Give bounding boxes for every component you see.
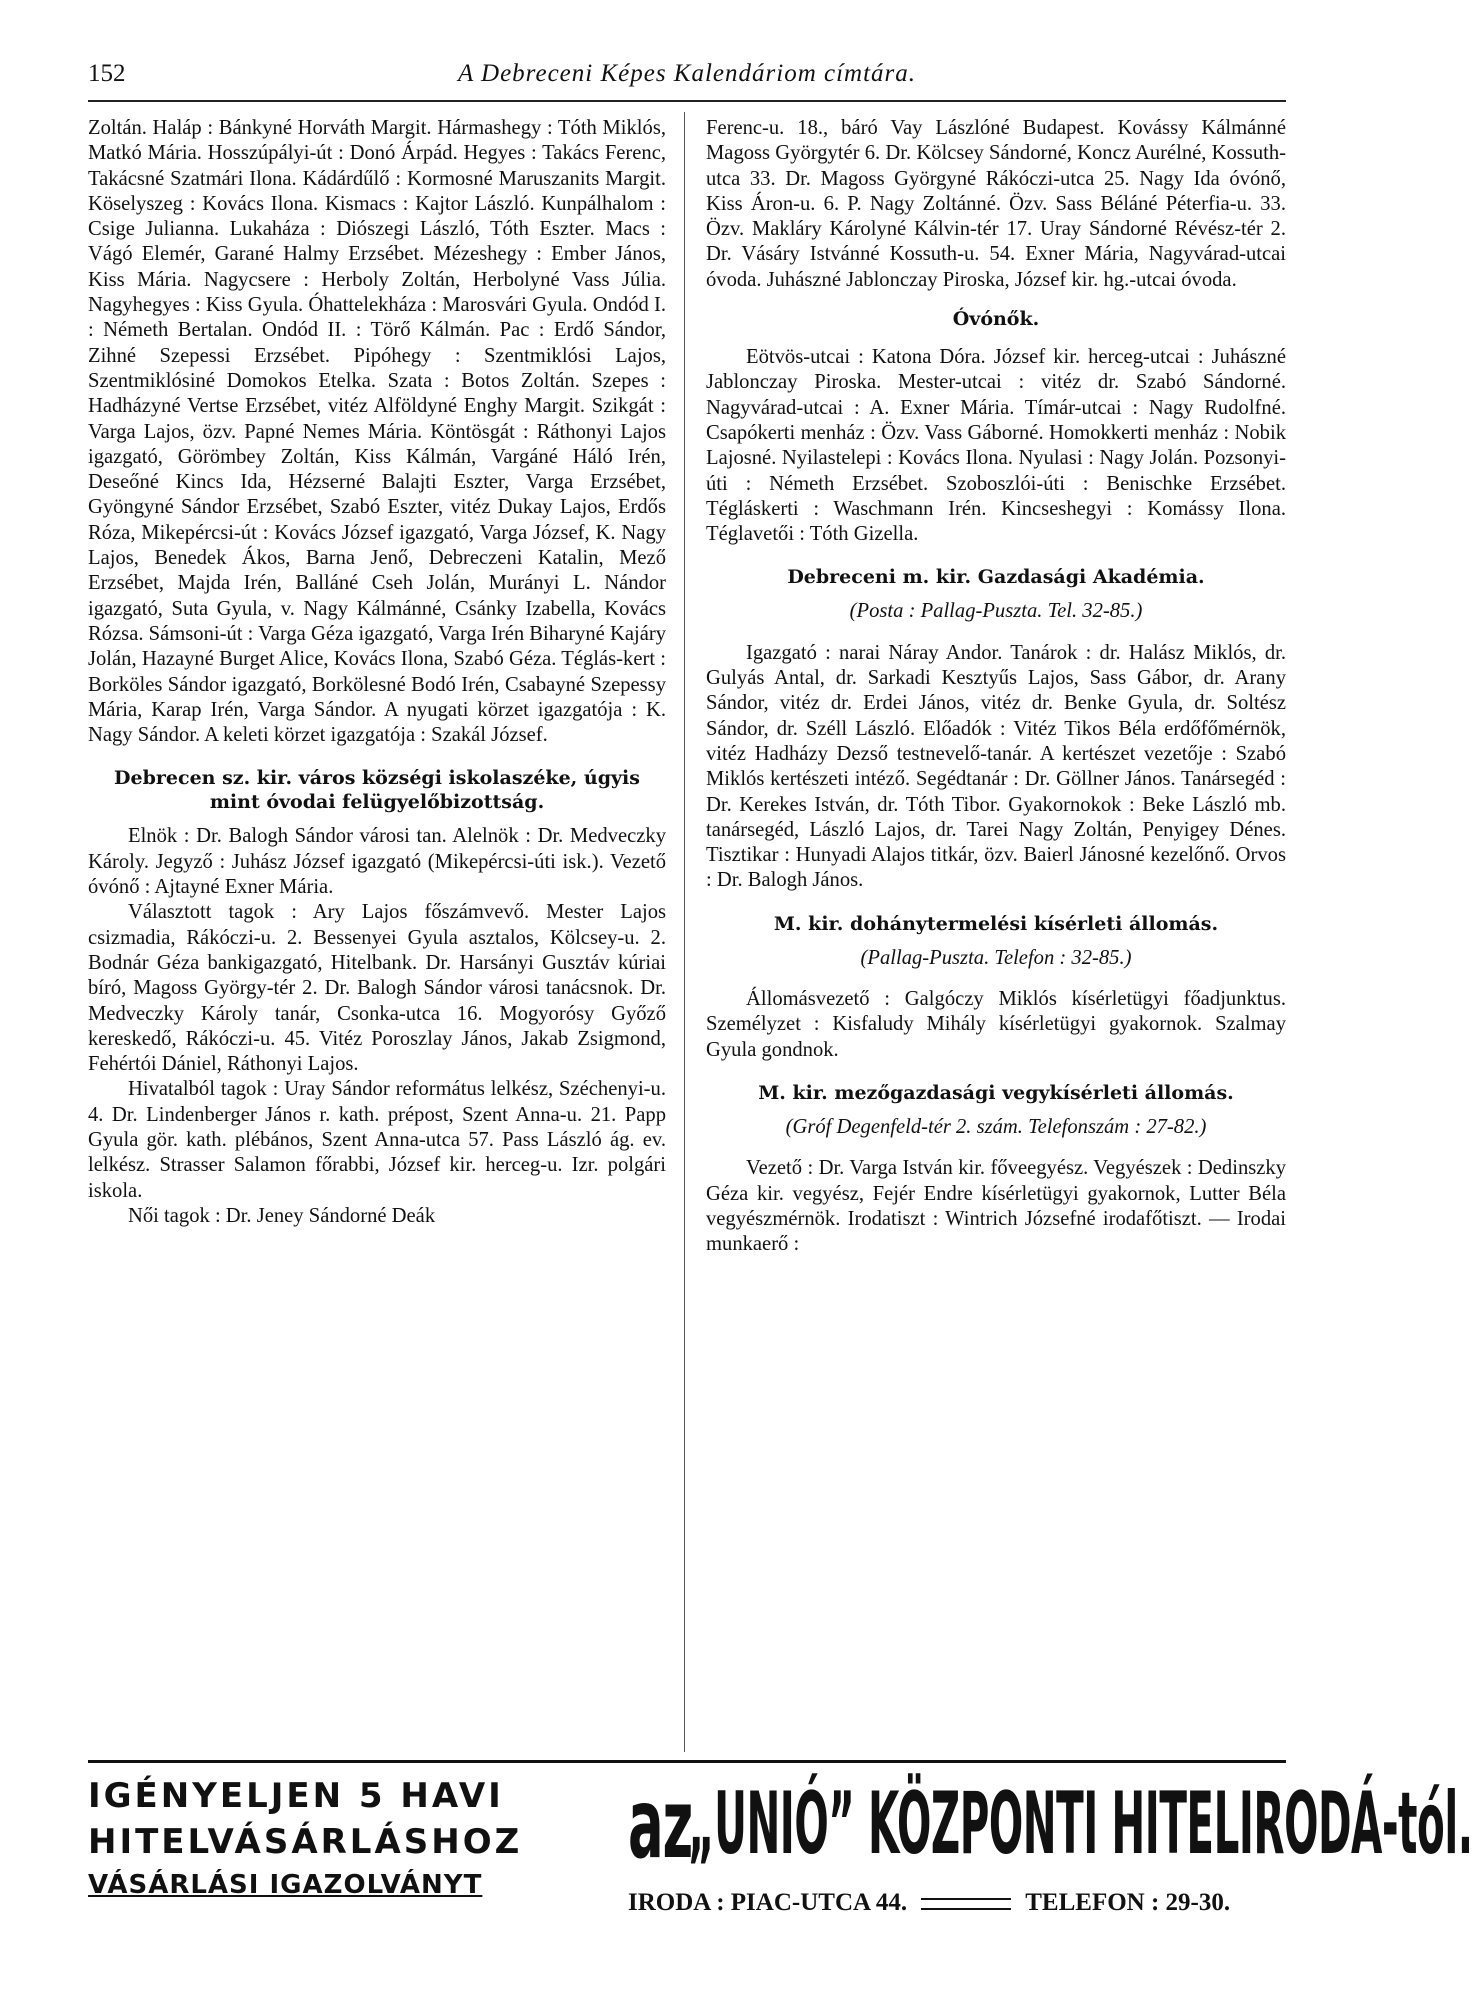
ad-contact [628, 1889, 1288, 1917]
ad-address: IRODA : PIAC-UTCA 44. [628, 1889, 908, 1916]
paragraph: Állomásvezető : Galgóczy Miklós kísérletügyi főadjunktus. Személyzet : Kisfaludy Mihály kísérletügyi gyakornok. Szalmay Gyula gondnok. [706, 988, 1286, 1061]
section-subtitle: (Posta : Pallag-Puszta. Tel. 32-85.) [849, 600, 1143, 623]
right-column [706, 116, 1286, 1752]
paragraph: Elnök : Dr. Balogh Sándor városi tan. Alelnök : Dr. Medveczky Károly. Jegyző : Juhász József igazgató (Mikepércsi-úti isk.). Vezető óvónő : Ajtayné Exner Mária. [88, 825, 666, 899]
left-column [88, 116, 666, 1752]
ad-left-block [88, 1773, 608, 1905]
ad-separator [921, 1898, 1011, 1910]
paragraph: Női tagok : Dr. Jeney Sándorné Deák [128, 1204, 436, 1227]
column-divider [684, 112, 685, 1752]
ad-line: VÁSÁRLÁSI IGAZOLVÁNYT [88, 1870, 483, 1900]
paragraph: Zoltán. Haláp : Bánkyné Horváth Margit. Hármashegy : Tóth Miklós, Matkó Mária. Hosszúpályi-út : Donó Árpád. Hegyes : Takács Ferenc, Takácsné Szatmári Ilona. Kádárdűlő : Kormosné Maruszanits Margit. Köselyszeg : Kovács Ilona. Kismacs : Kajtor László. Kunpálhalom : Csige Julianna. Lukaháza : Diószegi László, Tóth Eszter. Macs : Vágó Elemér, Garané Halmy Erzsébet. Mézeshegy : Ember János, Kiss Mária. Nagycsere : Herboly Zoltán, Herbolyné Vass Júlia. Nagyhegyes : Kiss Gyula. Óhattelekháza : Marosvári Gyula. Ondód I. : Németh Bertalan. Ondód II. : Törő Kálmán. Pac : Erdő Sándor, Zihné Szepessi Erzsébet. Pipóhegy : Szentmiklósi Lajos, Szentmiklósiné Domokos Etelka. Szata : Botos Zoltán. Szepes : Hadházyné Vertse Erzsébet, vitéz Alföldyné Enghy Margit. Szikgát : Varga Lajos, özv. Papné Nemes Mária. Köntösgát : Ráthonyi Lajos igazgató, Görömbey Zoltán, Kiss Kálmán, Vargáné Háló Irén, Deseőné Kincs Ida, Hézserné Balajti Eszter, Varga Erzsébet, Gyöngyné Sándor Erzsébet, Szabó Eszter, vitéz Dukay Lajos, Erdős Róza, Mikepércsi-út : Kovács József igazgató, Varga József, K. Nagy Lajos, Benedek Ákos, Barna Jenő, Debreczeni Katalin, Mező Erzsébet, Majda Irén, Balláné Cseh Jolán, Murányi L. Nándor igazgató, Suta Gyula, v. Nagy Kálmánné, Csánky Izabella, Kovács Rózsa. Sámsoni-út : Varga Géza igazgató, Varga Irén Biharyné Kajáry Jolán, Hazayné Burget Alice, Kovács Ilona, Szabó Géza. Téglás-kert : Borköles Sándor igazgató, Borkölesné Bodó Irén, Csabayné Szepessy Mária, Karap Irén, Varga Sándor. A nyugati körzet igazgatója : K. Nagy Sándor. A keleti körzet igazgatója : Szakál József. [88, 117, 666, 747]
paragraph: Eötvös-utcai : Katona Dóra. József kir. herceg-utcai : Juhászné Jablonczay Piroska. Mester-utcai : vitéz dr. Szabó Sándorné. Nagyvárad-utcai : A. Exner Mária. Tímár-utcai : Nagy Rudolfné. Csapókerti menház : Özv. Vass Gáborné. Homokkerti menház : Nobik Lajosné. Nyilastelepi : Kovács Ilona. Nyulasi : Nagy Jolán. Pozsonyi-úti : Németh Erzsébet. Szoboszlói-úti : Benischke Erzsébet. Tégláskerti : Waschmann Irén. Kincseshegyi : Komássy Ilona. Téglavetői : Tóth Gizella. [706, 346, 1286, 546]
page-header [88, 56, 1286, 102]
section-subtitle: (Gróf Degenfeld-tér 2. szám. Telefonszám : 27-82.) [785, 1115, 1207, 1138]
paragraph: Választott tagok : Ary Lajos főszámvevő. Mester Lajos csizmadia, Rákóczi-u. 2. Bessenyei Gyula asztalos, Kölcsey-u. 2. Bodnár Géza bankigazgató, Hitelbank. Dr. Harsányi Gusztáv kúriai bíró, Magoss György-tér 2. Dr. Balogh Sándor városi tanácsnok. Dr. Medveczky Károly tanár, Csonka-utca 16. Mogyorósy Győző kereskedő, Rákóczi-u. 45. Vitéz Poroszlay János, Jakab Zsigmond, Fehértói Dániel, Ráthonyi Lajos. [88, 901, 666, 1076]
paragraph: Ferenc-u. 18., báró Vay Lászlóné Budapest. Kovássy Kálmánné Magoss Györgytér 6. Dr. Kölcsey Sándorné, Koncz Aurélné, Kossuth-utca 33. Dr. Magoss Györgyné Rákóczi-utca 25. Nagy Ida óvónő, Kiss Áron-u. 6. P. Nagy Zoltánné. Özv. Sass Béláné Péterfia-u. 33. Özv. Makláry Károlyné Kálvin-tér 17. Uray Sándorné Révész-tér 2. Dr. Vásáry Istvánné Kossuth-u. 54. Exner Mária, Nagyvárad-utcai óvoda. Juhászné Jablonczay Piroska, József kir. hg.-utcai óvoda. [706, 117, 1286, 291]
running-title: A Debreceni Képes Kalendáriom címtára. [457, 60, 917, 87]
section-title: Debreceni m. kir. Gazdasági Akadémia. [787, 566, 1205, 589]
page-number: 152 [88, 60, 126, 87]
section-title: Óvónők. [952, 308, 1040, 331]
advertisement [88, 1760, 1473, 1963]
section-subtitle: (Pallag-Puszta. Telefon : 32-85.) [860, 946, 1132, 969]
paragraph: Igazgató : narai Náray Andor. Tanárok : dr. Halász Miklós, dr. Gulyás Antal, dr. Sarkadi Kesztyűs Lajos, Sass Gábor, dr. Arany Sándor, vitéz dr. Erdei János, vitéz dr. Benke Gyula, dr. Soltész Sándor, dr. Széll László. Előadók : Vitéz Tikos Béla erdőfőmérnök, vitéz Hadházy Dezső testnevelő-tanár. A kertészet vezetője : Szabó Miklós kertészeti intéző. Segédtanár : Dr. Göllner János. Tanársegéd : Dr. Kerekes István, dr. Tóth Tibor. Gyakornokok : Beke László mb. tanársegéd, László Lajos, dr. Tarei Nagy Zoltán, Penyigey Dénes. Tisztikar : Hunyadi Alajos titkár, özv. Baierl Jánosné kezelőnő. Orvos : Dr. Balogh János. [706, 641, 1286, 892]
section-title: M. kir. mezőgazdasági vegykísérleti állomás. [758, 1081, 1234, 1104]
ad-az: az [628, 1768, 693, 1880]
ad-line: IGÉNYELJEN 5 HAVI [88, 1776, 504, 1816]
ad-company-name: „UNIÓ” KÖZPONTI HITELIRODÁ-tól. [688, 1774, 1473, 1874]
ad-line: HITELVÁSÁRLÁSHOZ [88, 1822, 523, 1862]
paragraph: Vezető : Dr. Varga István kir. főveegyész. Vegyészek : Dedinszky Géza kir. vegyész, Fejér Endre kísérletügyi gyakornok, Lutter Béla vegyészmérnök. Irodatiszt : Wintrich Józsefné irodafőtiszt. — Irodai munkaerő : [706, 1157, 1286, 1256]
paragraph: Hivatalból tagok : Uray Sándor református lelkész, Széchenyi-u. 4. Dr. Lindenberger János r. kath. prépost, Szent Anna-u. 21. Papp Gyula gör. kath. plébános, Szent Anna-utca 57. Pass László ág. ev. lelkész. Strasser Salamon főrabbi, József kir. herceg-u. Izr. polgári iskola. [88, 1078, 666, 1202]
section-title: Debrecen sz. kir. város községi iskolaszéke, úgyis mint óvodai felügyelőbizottság. [114, 767, 640, 814]
section-title: M. kir. dohánytermelési kísérleti állomás. [773, 912, 1219, 935]
ad-phone: TELEFON : 29-30. [1025, 1889, 1231, 1916]
